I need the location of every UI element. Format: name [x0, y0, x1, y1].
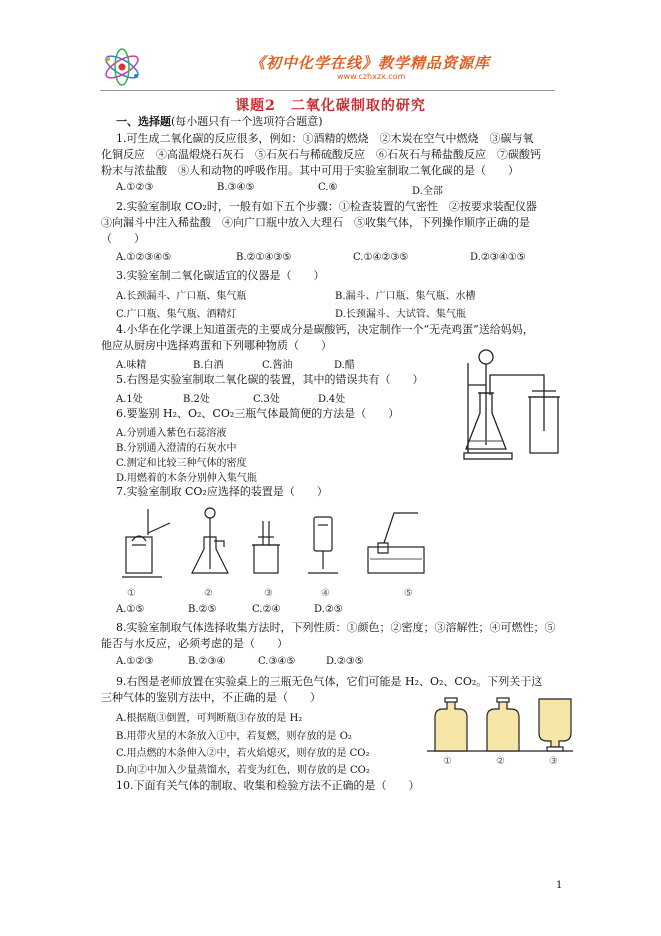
q5-option-d: D.4处: [318, 394, 346, 405]
q9-figure-label-2: ②: [496, 756, 505, 767]
q2-option-a: A.①②③④⑤: [116, 252, 172, 263]
q4-option-d: D.醋: [334, 360, 355, 371]
q9-option-b: B.用带火星的木条放入①中，若复燃，则存放的是 O₂: [116, 731, 352, 742]
q3-option-b: B.漏斗、广口瓶、集气瓶、水槽: [335, 291, 476, 302]
q6-line1: 6.要鉴别 H₂、O₂、CO₂三瓶气体最简便的方法是（ ）: [116, 407, 400, 420]
q3-option-d: D.长颈漏斗、大试管、集气瓶: [335, 309, 466, 320]
q4-line1: 4.小华在化学课上知道蛋壳的主要成分是碳酸钙，决定制作一个“无壳鸡蛋”送给妈妈，: [116, 323, 534, 336]
header-divider: [100, 90, 555, 91]
apparatus-options-figure: [118, 507, 443, 585]
gas-bottles-figure: [425, 697, 575, 755]
q1-option-c: C.⑥: [318, 182, 338, 193]
q9-line2: 三种气体的鉴别方法中，不正确的是（ ）: [101, 691, 321, 704]
q9-option-a: A.根据瓶③倒置，可判断瓶③存放的是 H₂: [116, 713, 303, 724]
q7-figure-label-4: ④: [321, 588, 330, 599]
q8-option-c: C.③④⑤: [258, 656, 296, 667]
q8-option-d: D.②③⑤: [326, 656, 364, 667]
q4-option-a: A.味精: [116, 360, 147, 371]
q2-option-d: D.②③④①⑤: [470, 252, 526, 263]
q3-option-a: A.长颈漏斗、广口瓶、集气瓶: [116, 291, 247, 302]
q2-line2: ③向漏斗中注入稀盐酸 ④向广口瓶中放入大理石 ⑤收集气体，下列操作顺序正确的是: [101, 216, 530, 229]
co2-apparatus-figure: [458, 345, 568, 463]
q1-option-d: D.全部: [412, 186, 443, 197]
q7-line1: 7.实验室制取 CO₂应选择的装置是（ ）: [116, 485, 328, 498]
q9-figure-label-1: ①: [443, 756, 452, 767]
q6-option-d: D.用燃着的木条分别伸入集气瓶: [116, 473, 257, 484]
q8-line2: 能否与水反应，必须考虑的是（ ）: [101, 637, 288, 650]
q7-option-c: C.②④: [252, 604, 281, 615]
atom-logo-icon: [100, 46, 144, 88]
q3-line1: 3.实验室制二氧化碳适宜的仪器是（ ）: [116, 269, 325, 282]
q9-line1: 9.右图是老师放置在实验桌上的三瓶无色气体，它们可能是 H₂、O₂、CO₂。下列关于这: [116, 675, 543, 688]
q2-line1: 2.实验室制取 CO₂时，一般有如下五个步骤：①检查装置的气密性 ②按要求装配仪器: [116, 200, 537, 213]
q9-option-c: C.用点燃的木条伸入②中，若火焰熄灭，则存放的是 CO₂: [116, 748, 370, 759]
q5-option-a: A.1处: [116, 394, 143, 405]
q7-option-d: D.②⑤: [314, 604, 343, 615]
q7-option-a: A.①⑤: [116, 604, 145, 615]
q1-option-b: B.③④⑤: [217, 182, 255, 193]
q2-line3: （ ）: [101, 232, 145, 245]
q8-option-b: B.②③④: [188, 656, 226, 667]
q4-line2: 他应从厨房中选择鸡蛋和下列哪种物质（ ）: [101, 339, 332, 352]
q6-option-b: B.分别通入澄清的石灰水中: [116, 443, 237, 454]
q7-figure-label-1: ①: [127, 588, 136, 599]
q8-line1: 8.实验室制取气体选择收集方法时，下列性质：①颜色；②密度；③溶解性；④可燃性；⑤: [116, 621, 556, 634]
q10-line1: 10.下面有关气体的制取、收集和检验方法不正确的是（ ）: [116, 779, 420, 792]
section-heading-label: 一、选择题: [116, 115, 171, 128]
q4-option-b: B.白酒: [193, 360, 224, 371]
page-title: 课题2 二氧化碳制取的研究: [235, 98, 426, 114]
section-heading: [116, 114, 323, 129]
q5-option-c: C.3处: [253, 394, 280, 405]
section-note: (每小题只有一个选项符合题意): [171, 115, 323, 128]
q6-option-c: C.测定和比较三种气体的密度: [116, 458, 247, 469]
q9-figure-label-3: ③: [549, 756, 558, 767]
q1-option-a: A.①②③: [116, 182, 154, 193]
q1-line3: 粉末与浓盐酸 ⑧人和动物的呼吸作用。其中可用于实验室制取二氧化碳的是（ ）: [101, 164, 519, 177]
q2-option-c: C.①④②③⑤: [353, 252, 409, 263]
q4-option-c: C.酱油: [262, 360, 293, 371]
q1-line1: 1.可生成二氧化碳的反应很多，例如：①酒精的燃烧 ②木炭在空气中燃烧 ③碳与氧: [116, 132, 534, 145]
q6-option-a: A.分别通入紫色石蕊溶液: [116, 428, 227, 439]
q5-line1: 5.右图是实验室制取二氧化碳的装置，其中的错误共有（ ）: [116, 373, 424, 386]
q7-figure-label-5: ⑤: [404, 588, 413, 599]
q7-option-b: B.②⑤: [188, 604, 217, 615]
q8-option-a: A.①②③: [116, 656, 154, 667]
header-url: www.czhxzx.com: [337, 72, 406, 81]
q3-option-c: C.广口瓶、集气瓶、酒精灯: [116, 309, 237, 320]
q7-figure-label-2: ②: [204, 588, 213, 599]
q5-option-b: B.2处: [183, 394, 210, 405]
q1-line2: 化铜反应 ④高温煅烧石灰石 ⑤石灰石与稀硫酸反应 ⑥石灰石与稀盐酸反应 ⑦碳酸钙: [101, 148, 541, 161]
page-number: 1: [556, 880, 563, 891]
q9-option-d: D.向②中加入少量蒸馏水，若变为红色，则存放的是 CO₂: [116, 765, 370, 776]
header-title: 《初中化学在线》教学精品资源库: [250, 54, 491, 72]
q2-option-b: B.②①④③⑤: [236, 252, 292, 263]
q7-figure-label-3: ③: [264, 588, 273, 599]
page-header: [100, 46, 550, 88]
